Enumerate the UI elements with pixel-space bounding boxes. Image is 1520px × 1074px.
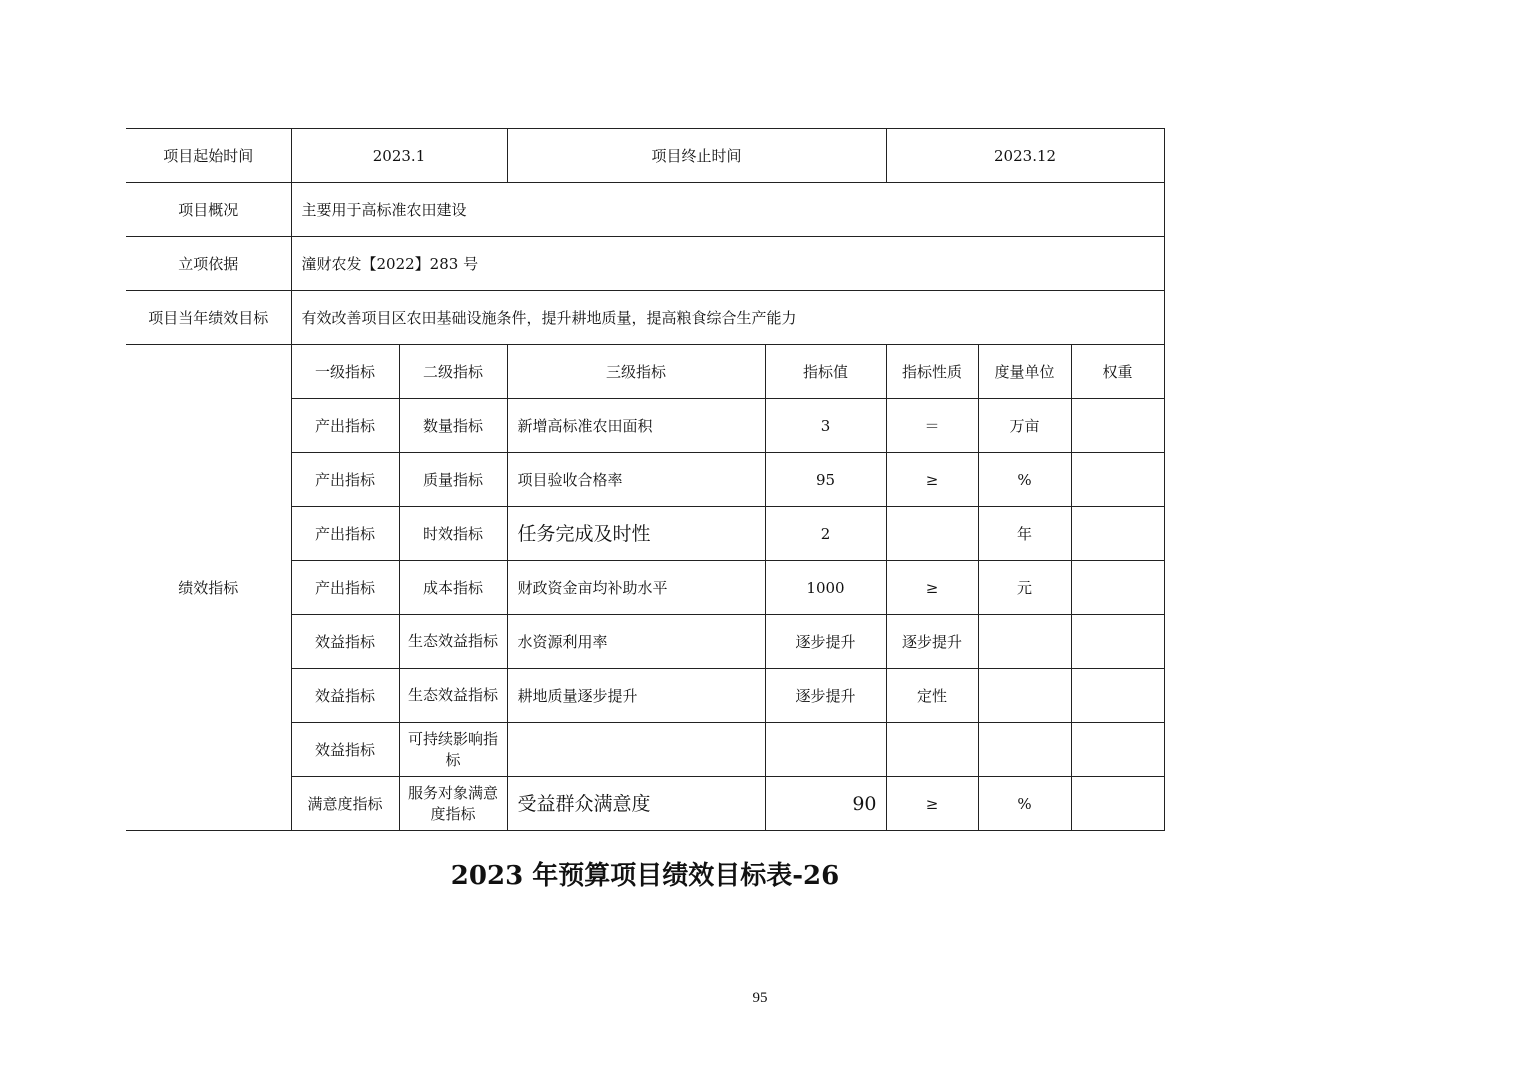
goal-value: 有效改善项目区农田基础设施条件，提升耕地质量，提高粮食综合生产能力 xyxy=(291,291,1164,345)
cell-level2: 生态效益指标 xyxy=(399,615,507,669)
start-time-value: 2023.1 xyxy=(291,129,507,183)
cell-nature: ≥ xyxy=(886,453,978,507)
cell-weight xyxy=(1071,723,1164,777)
cell-level3: 新增高标准农田面积 xyxy=(507,399,765,453)
cell-weight xyxy=(1071,669,1164,723)
cell-level2: 服务对象满意度指标 xyxy=(399,777,507,831)
cell-level3: 耕地质量逐步提升 xyxy=(507,669,765,723)
overview-value: 主要用于高标准农田建设 xyxy=(291,183,1164,237)
cell-weight xyxy=(1071,561,1164,615)
header-level2: 二级指标 xyxy=(399,345,507,399)
cell-nature: 定性 xyxy=(886,669,978,723)
cell-level2: 质量指标 xyxy=(399,453,507,507)
cell-level1: 效益指标 xyxy=(291,669,399,723)
cell-value: 1000 xyxy=(765,561,886,615)
page-number: 95 xyxy=(752,990,768,1006)
row-project-time xyxy=(126,129,1164,183)
cell-unit xyxy=(978,723,1071,777)
cell-value xyxy=(765,723,886,777)
header-level1: 一级指标 xyxy=(291,345,399,399)
cell-level2: 时效指标 xyxy=(399,507,507,561)
cell-unit: 元 xyxy=(978,561,1071,615)
cell-level2: 数量指标 xyxy=(399,399,507,453)
cell-level3: 项目验收合格率 xyxy=(507,453,765,507)
cell-level3: 受益群众满意度 xyxy=(507,777,765,831)
header-nature: 指标性质 xyxy=(886,345,978,399)
cell-level3: 财政资金亩均补助水平 xyxy=(507,561,765,615)
row-annual-goal xyxy=(126,291,1164,345)
cell-nature: ≥ xyxy=(886,777,978,831)
header-value: 指标值 xyxy=(765,345,886,399)
cell-value: 2 xyxy=(765,507,886,561)
cell-weight xyxy=(1071,615,1164,669)
cell-unit: % xyxy=(978,453,1071,507)
overview-label: 项目概况 xyxy=(126,183,291,237)
cell-weight xyxy=(1071,399,1164,453)
cell-level3: 水资源利用率 xyxy=(507,615,765,669)
cell-value: 逐步提升 xyxy=(765,615,886,669)
indicators-label: 绩效指标 xyxy=(126,345,291,831)
header-unit: 度量单位 xyxy=(978,345,1071,399)
cell-level1: 产出指标 xyxy=(291,561,399,615)
goal-label: 项目当年绩效目标 xyxy=(126,291,291,345)
cell-weight xyxy=(1071,453,1164,507)
cell-nature: ≥ xyxy=(886,561,978,615)
cell-level1: 产出指标 xyxy=(291,507,399,561)
cell-level3: 任务完成及时性 xyxy=(507,507,765,561)
basis-value: 潼财农发【2022】283 号 xyxy=(291,237,1164,291)
cell-level2: 成本指标 xyxy=(399,561,507,615)
document-title: 2023 年预算项目绩效目标表-26 xyxy=(450,861,840,891)
cell-value: 逐步提升 xyxy=(765,669,886,723)
cell-level2: 可持续影响指标 xyxy=(399,723,507,777)
cell-level3 xyxy=(507,723,765,777)
cell-unit: % xyxy=(978,777,1071,831)
cell-nature: ＝ xyxy=(886,399,978,453)
cell-nature xyxy=(886,723,978,777)
cell-unit: 万亩 xyxy=(978,399,1071,453)
cell-level2: 生态效益指标 xyxy=(399,669,507,723)
start-time-label: 项目起始时间 xyxy=(126,129,291,183)
cell-nature: 逐步提升 xyxy=(886,615,978,669)
cell-level1: 产出指标 xyxy=(291,453,399,507)
performance-target-table xyxy=(126,128,1165,831)
cell-value: 95 xyxy=(765,453,886,507)
cell-level1: 产出指标 xyxy=(291,399,399,453)
header-level3: 三级指标 xyxy=(507,345,765,399)
cell-nature xyxy=(886,507,978,561)
cell-level1: 满意度指标 xyxy=(291,777,399,831)
cell-weight xyxy=(1071,777,1164,831)
end-time-value: 2023.12 xyxy=(886,129,1164,183)
cell-value: 90 xyxy=(765,777,886,831)
row-project-basis xyxy=(126,237,1164,291)
cell-unit xyxy=(978,615,1071,669)
end-time-label: 项目终止时间 xyxy=(507,129,886,183)
row-project-overview xyxy=(126,183,1164,237)
cell-weight xyxy=(1071,507,1164,561)
cell-level1: 效益指标 xyxy=(291,723,399,777)
header-weight: 权重 xyxy=(1071,345,1164,399)
cell-unit xyxy=(978,669,1071,723)
row-indicator-headers xyxy=(126,345,1164,399)
basis-label: 立项依据 xyxy=(126,237,291,291)
cell-unit: 年 xyxy=(978,507,1071,561)
cell-level1: 效益指标 xyxy=(291,615,399,669)
cell-value: 3 xyxy=(765,399,886,453)
